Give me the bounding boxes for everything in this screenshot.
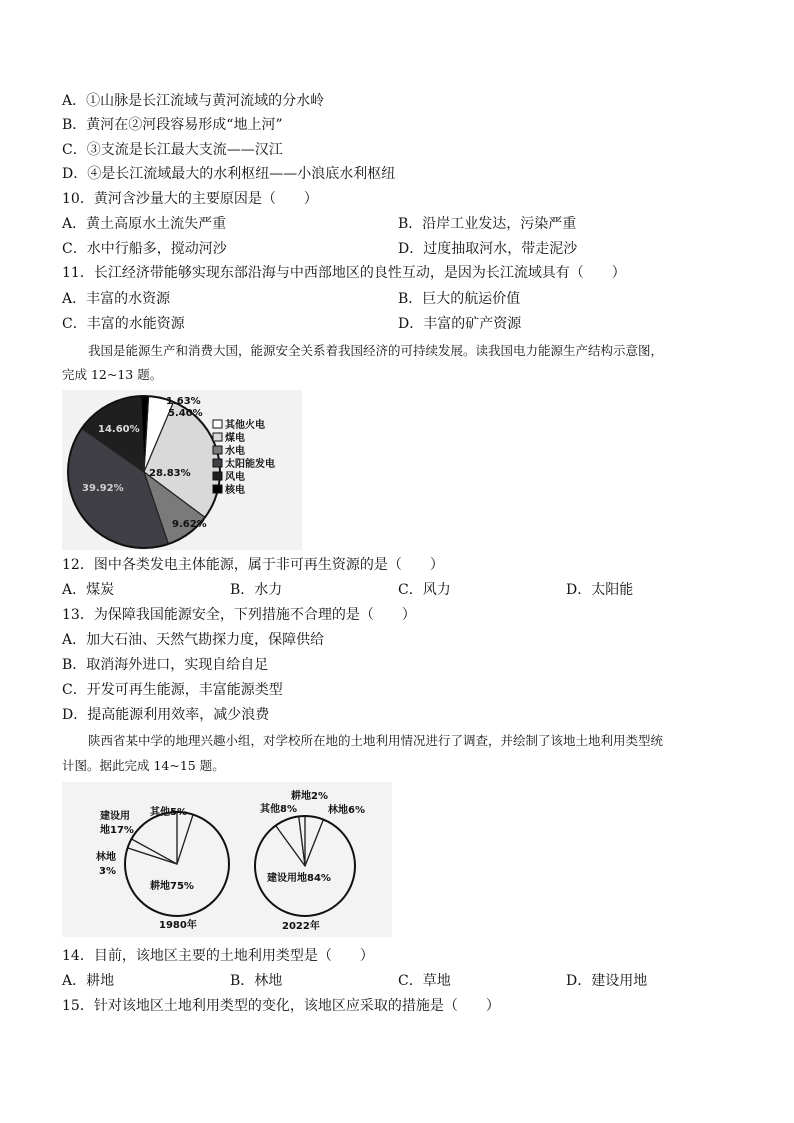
land-use-svg bbox=[62, 782, 392, 937]
q11-stem: 11．长江经济带能够实现东部沿海与中西部地区的良性互动，是因为长江流域具有（ ） bbox=[62, 265, 626, 281]
intro-14-15-line2: 计图。据此完成 14~15 题。 bbox=[62, 758, 225, 773]
q13-option-c: C．开发可再生能源，丰富能源类型 bbox=[62, 682, 283, 698]
land2022-title: 2022年 bbox=[282, 921, 320, 932]
q15-stem: 15．针对该地区土地利用类型的变化，该地区应采取的措施是（ ） bbox=[62, 998, 500, 1014]
energy-label-nuclear: 1.63% bbox=[166, 396, 201, 407]
q13-stem: 13．为保障我国能源安全，下列措施不合理的是（ ） bbox=[62, 607, 416, 623]
q14-option-a: A．耕地 bbox=[62, 973, 115, 989]
legend-label-nuclear: 核电 bbox=[225, 485, 245, 496]
energy-label-solar: 39.92% bbox=[82, 483, 124, 494]
q12-option-b: B．水力 bbox=[230, 582, 283, 598]
q14-stem: 14．目前，该地区主要的土地利用类型是（ ） bbox=[62, 948, 374, 964]
q10-option-d: D．过度抽取河水，带走泥沙 bbox=[398, 241, 578, 257]
land2022-label-other: 其他8% bbox=[260, 804, 297, 815]
q12-option-a: A．煤炭 bbox=[62, 582, 115, 598]
q10-option-a: A．黄土高原水土流失严重 bbox=[62, 216, 227, 232]
legend-swatch-3 bbox=[213, 459, 222, 467]
q12-stem: 12．图中各类发电主体能源，属于非可再生资源的是（ ） bbox=[62, 557, 444, 573]
q9-option-a: A．①山脉是长江流域与黄河流域的分水岭 bbox=[62, 93, 325, 109]
q12-option-d: D．太阳能 bbox=[566, 582, 634, 598]
legend-swatch-5 bbox=[213, 485, 222, 493]
energy-label-coal: 28.83% bbox=[149, 468, 191, 479]
q9-option-d: D．④是长江流域最大的水利枢纽——小浪底水利枢纽 bbox=[62, 166, 396, 182]
energy-label-other-thermal: 5.40% bbox=[168, 408, 203, 419]
q12-option-c: C．风力 bbox=[398, 582, 451, 598]
q14-option-b: B．林地 bbox=[230, 973, 283, 989]
q9-option-c: C．③支流是长江最大支流——汉江 bbox=[62, 142, 283, 158]
q10-stem: 10．黄河含沙量大的主要原因是（ ） bbox=[62, 191, 318, 207]
legend-swatch-0 bbox=[213, 420, 222, 428]
legend-swatch-4 bbox=[213, 472, 222, 480]
legend-label-coal: 煤电 bbox=[225, 433, 245, 444]
legend-label-wind: 风电 bbox=[225, 472, 245, 483]
land1980-label-construction-2: 地17% bbox=[100, 825, 134, 836]
q13-option-b: B．取消海外进口，实现自给自足 bbox=[62, 657, 269, 673]
q13-option-a: A．加大石油、天然气勘探力度，保障供给 bbox=[62, 632, 325, 648]
land1980-label-forest-2: 3% bbox=[99, 866, 116, 877]
energy-pie-figure bbox=[62, 390, 302, 550]
land1980-title: 1980年 bbox=[159, 920, 197, 931]
land-use-figure bbox=[62, 782, 392, 937]
land1980-label-forest-1: 林地 bbox=[96, 852, 116, 863]
q14-option-c: C．草地 bbox=[398, 973, 451, 989]
intro-14-15-line1: 陕西省某中学的地理兴趣小组，对学校所在地的土地利用情况进行了调查，并绘制了该地土地利用类型统 bbox=[88, 733, 664, 748]
energy-label-wind: 14.60% bbox=[98, 424, 140, 435]
q13-option-d: D．提高能源利用效率，减少浪费 bbox=[62, 707, 270, 723]
land1980-label-construction-1: 建设用 bbox=[100, 811, 130, 822]
q14-option-d: D．建设用地 bbox=[566, 973, 648, 989]
energy-label-hydro: 9.62% bbox=[172, 519, 207, 530]
land2022-label-farmland: 耕地2% bbox=[291, 791, 328, 802]
land1980-label-other: 其他5% bbox=[150, 807, 187, 818]
q10-option-c: C．水中行船多，搅动河沙 bbox=[62, 241, 227, 257]
energy-pie-svg bbox=[62, 390, 302, 550]
q9-option-b: B．黄河在②河段容易形成“地上河” bbox=[62, 117, 283, 133]
land2022-label-forest: 林地6% bbox=[328, 805, 365, 816]
q11-option-a: A．丰富的水资源 bbox=[62, 291, 171, 307]
q11-option-c: C．丰富的水能资源 bbox=[62, 316, 185, 332]
legend-swatch-1 bbox=[213, 433, 222, 441]
intro-12-13-line2: 完成 12~13 题。 bbox=[62, 367, 163, 382]
q10-option-b: B．沿岸工业发达，污染严重 bbox=[398, 216, 577, 232]
q11-option-b: B．巨大的航运价值 bbox=[398, 291, 521, 307]
intro-12-13-line1: 我国是能源生产和消费大国，能源安全关系着我国经济的可持续发展。读我国电力能源生产结构示意图， bbox=[88, 343, 664, 358]
q11-option-d: D．丰富的矿产资源 bbox=[398, 316, 522, 332]
land1980-label-farmland: 耕地75% bbox=[150, 881, 194, 892]
legend-swatch-2 bbox=[213, 446, 222, 454]
land2022-label-construction: 建设用地84% bbox=[267, 873, 331, 884]
legend-label-solar: 太阳能发电 bbox=[225, 459, 275, 470]
legend-label-hydro: 水电 bbox=[225, 446, 245, 457]
legend-label-other-thermal: 其他火电 bbox=[225, 420, 265, 431]
